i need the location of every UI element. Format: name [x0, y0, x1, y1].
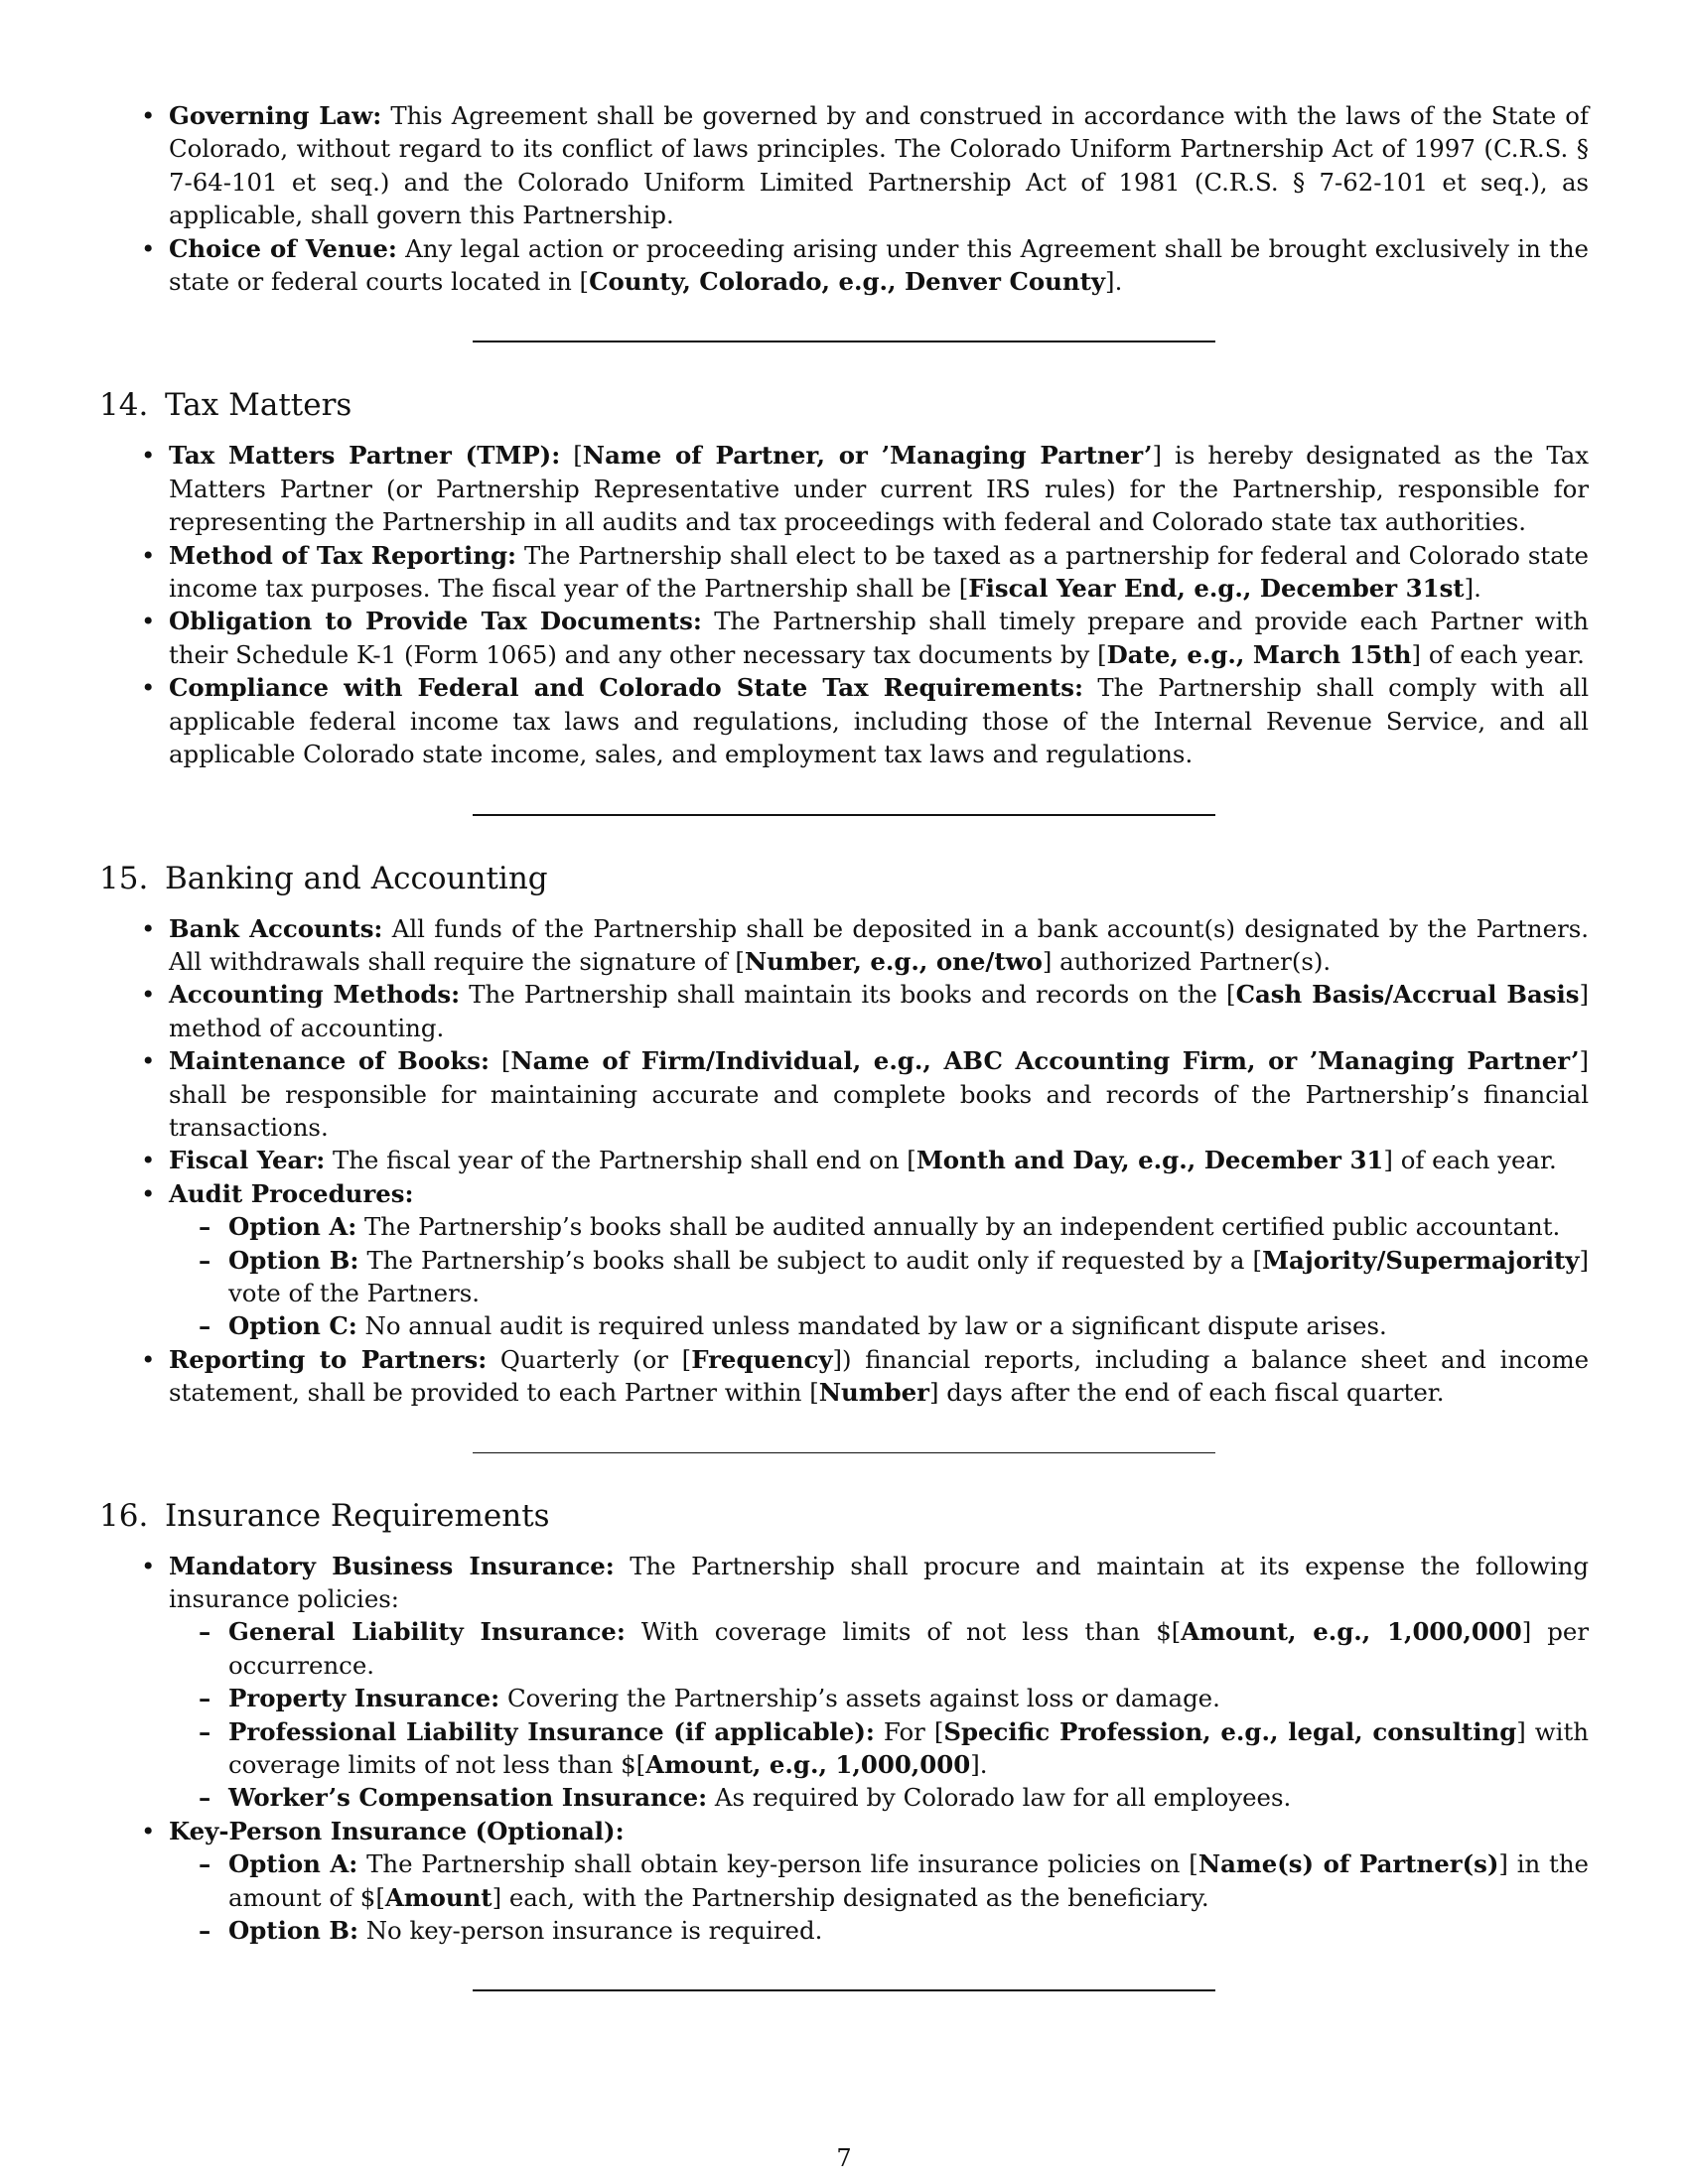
list-item: • Maintenance of Books: [Name of Firm/Individual, e.g., ABC Accounting Firm, or ’Managing Partner’] shall be responsible for maintaining accurate and complete books and records of the Partnership’s financial transactions. — [99, 1044, 1589, 1144]
section-divider — [473, 1452, 1215, 1453]
list-item — [99, 99, 1589, 232]
sub-list-item: – Worker’s Compensation Insurance: As required by Colorado law for all employees. — [99, 1781, 1589, 1814]
placeholder: Amount, e.g., 1,000,000 — [645, 1750, 971, 1780]
option-label: Worker’s Compensation Insurance: — [228, 1783, 708, 1813]
item-label: Choice of Venue: — [169, 233, 397, 263]
banking-list — [99, 912, 1589, 1410]
sub-list-item: – Option B: No key-person insurance is required. — [99, 1914, 1589, 1947]
section-divider — [473, 341, 1215, 342]
sub-list-item: – Option B: The Partnership’s books shall be subject to audit only if requested by a [Majority/Supermajority] vote of the Partners. — [99, 1244, 1589, 1310]
option-label: Option A: — [228, 1212, 357, 1242]
page-number: 7 — [836, 2144, 852, 2172]
item-label: Method of Tax Reporting: — [169, 540, 517, 570]
section-heading — [99, 1496, 1589, 1536]
item-label: Compliance with Federal and Colorado State Tax Requirements: — [169, 673, 1083, 703]
section-heading — [99, 859, 1589, 898]
section-title: Tax Matters — [165, 387, 352, 424]
item-label: Key-Person Insurance (Optional): — [169, 1816, 625, 1845]
option-label: Option B: — [228, 1916, 358, 1946]
governing-list — [99, 99, 1589, 298]
placeholder: Amount, e.g., 1,000,000 — [1181, 1617, 1522, 1647]
section-divider — [473, 814, 1215, 816]
document-page — [99, 99, 1589, 2034]
option-label: Professional Liability Insurance (if applicable): — [228, 1716, 875, 1746]
option-label: General Liability Insurance: — [228, 1617, 626, 1647]
list-item — [99, 1177, 1589, 1210]
sub-list-item: – General Liability Insurance: With coverage limits of not less than $[Amount, e.g., 1,000,000] per occurrence. — [99, 1615, 1589, 1682]
placeholder: Name of Firm/Individual, e.g., ABC Accounting Firm, or ’Managing Partner’ — [510, 1046, 1580, 1076]
item-label: Fiscal Year: — [169, 1146, 326, 1175]
list-item: • Bank Accounts: All funds of the Partnership shall be deposited in a bank account(s) designated by the Partners. All withdrawals shall require the signature of [Number, e.g., one/two] authorized Partner(s). — [99, 912, 1589, 979]
tax-matters-list — [99, 439, 1589, 770]
item-label: Maintenance of Books: — [169, 1046, 490, 1076]
placeholder: Name(s) of Partner(s) — [1197, 1849, 1499, 1879]
placeholder: Majority/Supermajority — [1262, 1245, 1580, 1275]
sub-list-item: – Option A: The Partnership shall obtain key-person life insurance policies on [Name(s) of Partner(s)] in the amount of $[Amount] each, with the Partnership designated as the beneficiary. — [99, 1847, 1589, 1914]
section-heading — [99, 385, 1589, 425]
placeholder: Number, e.g., one/two — [744, 946, 1043, 976]
option-label: Property Insurance: — [228, 1684, 500, 1713]
list-item: • Reporting to Partners: Quarterly (or [Frequency]) financial reports, including a balance sheet and income statement, shall be provided to each Partner within [Number] days after the end of each fiscal quarter. — [99, 1343, 1589, 1410]
option-label: Option A: — [228, 1849, 358, 1879]
list-item: • Accounting Methods: The Partnership shall maintain its books and records on the [Cash Basis/Accrual Basis] method of accounting. — [99, 978, 1589, 1044]
list-item: • Fiscal Year: The fiscal year of the Partnership shall end on [Month and Day, e.g., December 31] of each year. — [99, 1144, 1589, 1176]
item-text: This Agreement shall be governed by and construed in accordance with the laws of the State of Colorado, without regard to its conflict of laws principles. The Colorado Uniform Partnership Act of 1997 (C.R.S. § 7-64-101 et seq.) and the Colorado Uniform Limited Partnership Act of 1981 (C.R.S. § 7-62-101 et seq.), as applicable, shall govern this Partnership. — [169, 101, 1590, 230]
list-item: • Mandatory Business Insurance: The Partnership shall procure and maintain at its expense the following insurance policies: — [99, 1550, 1589, 1616]
sub-list-item: – Property Insurance: Covering the Partnership’s assets against loss or damage. — [99, 1682, 1589, 1714]
sub-list-item: – Option A: The Partnership’s books shall be audited annually by an independent certified public accountant. — [99, 1210, 1589, 1243]
section-number: 16. — [99, 1497, 149, 1534]
item-label: Obligation to Provide Tax Documents: — [169, 607, 702, 636]
list-item: • Compliance with Federal and Colorado State Tax Requirements: The Partnership shall comply with all applicable federal income tax laws and regulations, including those of the Internal Revenue Service, and all applicable Colorado state income, sales, and employment tax laws and regulations. — [99, 671, 1589, 770]
placeholder: Date, e.g., March 15th — [1106, 639, 1412, 669]
section-title: Banking and Accounting — [165, 860, 548, 896]
item-label: Tax Matters Partner (TMP): — [169, 441, 561, 471]
list-item: • Choice of Venue: Any legal action or proceeding arising under this Agreement shall be brought exclusively in the state or federal courts located in [County, Colorado, e.g., Denver County]. — [99, 232, 1589, 299]
placeholder: Month and Day, e.g., December 31 — [915, 1146, 1384, 1175]
option-label: Option B: — [228, 1245, 359, 1275]
insurance-list — [99, 1550, 1589, 1948]
item-label: Accounting Methods: — [169, 980, 461, 1010]
list-item: • Method of Tax Reporting: The Partnership shall elect to be taxed as a partnership for federal and Colorado state income tax purposes. The fiscal year of the Partnership shall be [Fiscal Year End, e.g., December 31st]. — [99, 539, 1589, 606]
placeholder: Fiscal Year End, e.g., December 31st — [968, 574, 1465, 604]
item-label: Governing Law: — [169, 101, 382, 130]
item-label: Mandatory Business Insurance: — [169, 1551, 615, 1580]
section-number: 14. — [99, 387, 149, 424]
option-label: Option C: — [228, 1311, 357, 1341]
section-title: Insurance Requirements — [165, 1497, 550, 1534]
placeholder: Amount — [384, 1882, 492, 1912]
section-number: 15. — [99, 860, 149, 896]
item-label: Reporting to Partners: — [169, 1344, 488, 1374]
placeholder: Number — [818, 1378, 930, 1408]
placeholder: Cash Basis/Accrual Basis — [1235, 980, 1580, 1010]
section-divider — [473, 1989, 1215, 1991]
placeholder: Name of Partner, or ’Managing Partner’ — [582, 441, 1153, 471]
list-item: • Obligation to Provide Tax Documents: The Partnership shall timely prepare and provide each Partner with their Schedule K-1 (Form 1065) and any other necessary tax documents by [Date, e.g., March 15th] of each year. — [99, 605, 1589, 671]
placeholder: Specific Profession, e.g., legal, consulting — [943, 1716, 1517, 1746]
list-item — [99, 1815, 1589, 1847]
item-label: Bank Accounts: — [169, 913, 383, 943]
sub-list-item: – Option C: No annual audit is required unless mandated by law or a significant dispute arises. — [99, 1309, 1589, 1342]
list-item: • Tax Matters Partner (TMP): [Name of Partner, or ’Managing Partner’] is hereby designated as the Tax Matters Partner (or Partnership Representative under current IRS rules) for the Partnership, responsible for representing the Partnership in all audits and tax proceedings with federal and Colorado state tax authorities. — [99, 439, 1589, 538]
item-label: Audit Procedures: — [169, 1178, 414, 1208]
placeholder: Frequency — [691, 1344, 833, 1374]
sub-list-item: – Professional Liability Insurance (if applicable): For [Specific Profession, e.g., legal, consulting] with coverage limits of not less than $[Amount, e.g., 1,000,000]. — [99, 1715, 1589, 1782]
placeholder: County, Colorado, e.g., Denver County — [589, 267, 1106, 297]
